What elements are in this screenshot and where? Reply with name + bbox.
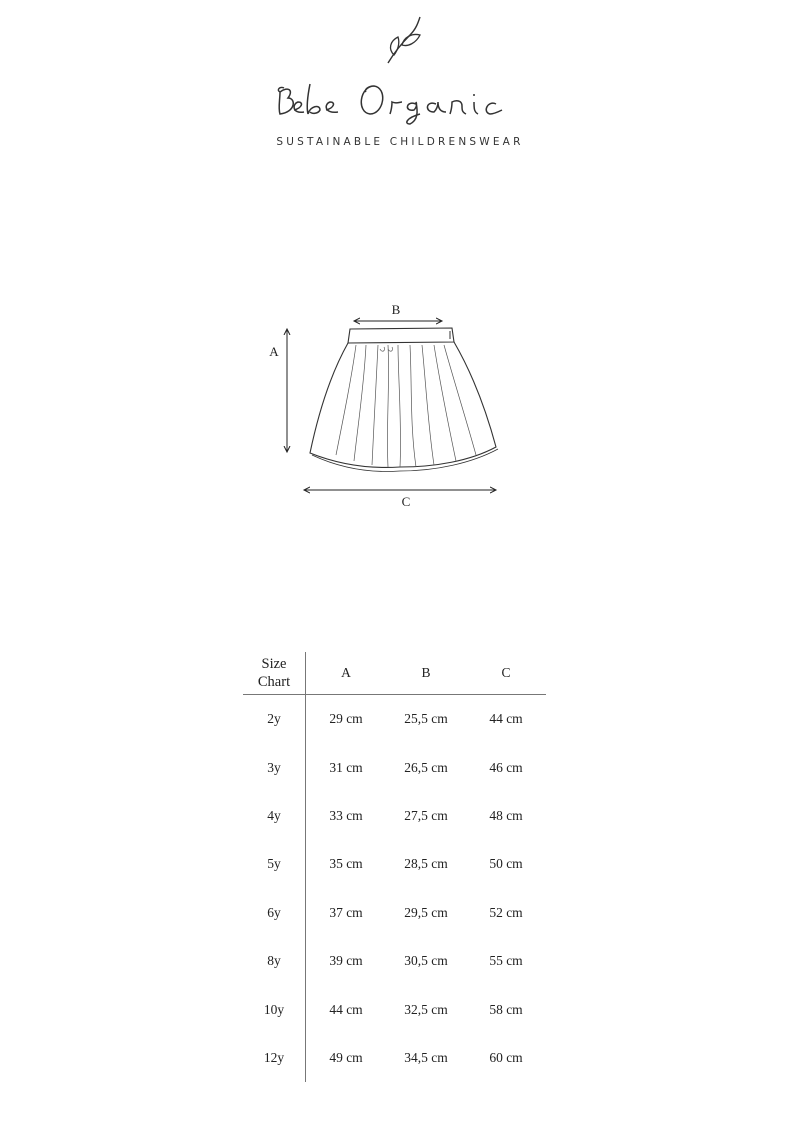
corner-label-line1: Size bbox=[261, 656, 287, 672]
table-row bbox=[243, 985, 546, 1033]
skirt-waistband bbox=[348, 328, 454, 343]
leaf-logo-icon bbox=[380, 15, 426, 65]
table-row bbox=[243, 840, 546, 888]
measure-b-cell: 29,5 cm bbox=[404, 904, 448, 920]
measure-c-cell: 46 cm bbox=[489, 759, 523, 775]
brand-wordmark bbox=[250, 78, 550, 126]
table-row bbox=[243, 937, 546, 985]
table-row bbox=[243, 695, 546, 744]
size-cell: 2y bbox=[243, 695, 306, 744]
table-row bbox=[243, 743, 546, 791]
skirt-body bbox=[310, 342, 496, 467]
column-header-a: A bbox=[341, 665, 351, 680]
column-header-b: B bbox=[421, 665, 431, 680]
size-cell: 12y bbox=[243, 1034, 306, 1082]
size-cell: 5y bbox=[243, 840, 306, 888]
skirt-measurement-diagram bbox=[260, 295, 520, 525]
measure-a-cell: 49 cm bbox=[329, 1049, 363, 1065]
measure-b-cell: 28,5 cm bbox=[404, 856, 448, 872]
measure-a-cell: 35 cm bbox=[329, 856, 363, 872]
label-c: C bbox=[401, 494, 411, 509]
measure-a-cell: 37 cm bbox=[329, 904, 363, 920]
size-cell: 3y bbox=[243, 743, 306, 791]
brand-tagline: SUSTAINABLE CHILDRENSWEAR bbox=[276, 136, 524, 148]
size-cell: 6y bbox=[243, 889, 306, 937]
measure-c-cell: 52 cm bbox=[489, 904, 523, 920]
size-chart-corner-label bbox=[243, 652, 306, 695]
size-cell: 4y bbox=[243, 792, 306, 840]
size-cell: 10y bbox=[243, 985, 306, 1033]
measure-a-cell: 29 cm bbox=[329, 711, 363, 727]
label-b: B bbox=[391, 302, 401, 317]
measure-c-cell: 55 cm bbox=[489, 953, 523, 969]
measure-a-cell: 33 cm bbox=[329, 807, 363, 823]
measure-c-cell: 50 cm bbox=[489, 856, 523, 872]
size-cell: 8y bbox=[243, 937, 306, 985]
measure-b-cell: 34,5 cm bbox=[404, 1049, 448, 1065]
measure-c-cell: 44 cm bbox=[489, 711, 523, 727]
measure-a-cell: 44 cm bbox=[329, 1001, 363, 1017]
size-chart-table bbox=[243, 652, 546, 1082]
label-a: A bbox=[269, 344, 279, 359]
size-chart-header-row bbox=[243, 652, 546, 695]
measure-a-cell: 31 cm bbox=[329, 759, 363, 775]
measure-c-cell: 58 cm bbox=[489, 1001, 523, 1017]
measure-b-cell: 26,5 cm bbox=[404, 759, 448, 775]
measure-c-cell: 48 cm bbox=[489, 807, 523, 823]
measure-c-cell: 60 cm bbox=[489, 1049, 523, 1065]
table-row bbox=[243, 1034, 546, 1082]
column-header-c: C bbox=[501, 665, 511, 680]
measure-b-cell: 25,5 cm bbox=[404, 711, 448, 727]
measure-b-cell: 27,5 cm bbox=[404, 807, 448, 823]
measure-b-cell: 30,5 cm bbox=[404, 953, 448, 969]
corner-label-line2: Chart bbox=[257, 674, 291, 690]
measure-b-cell: 32,5 cm bbox=[404, 1001, 448, 1017]
table-row bbox=[243, 792, 546, 840]
measure-a-cell: 39 cm bbox=[329, 953, 363, 969]
table-row bbox=[243, 889, 546, 937]
